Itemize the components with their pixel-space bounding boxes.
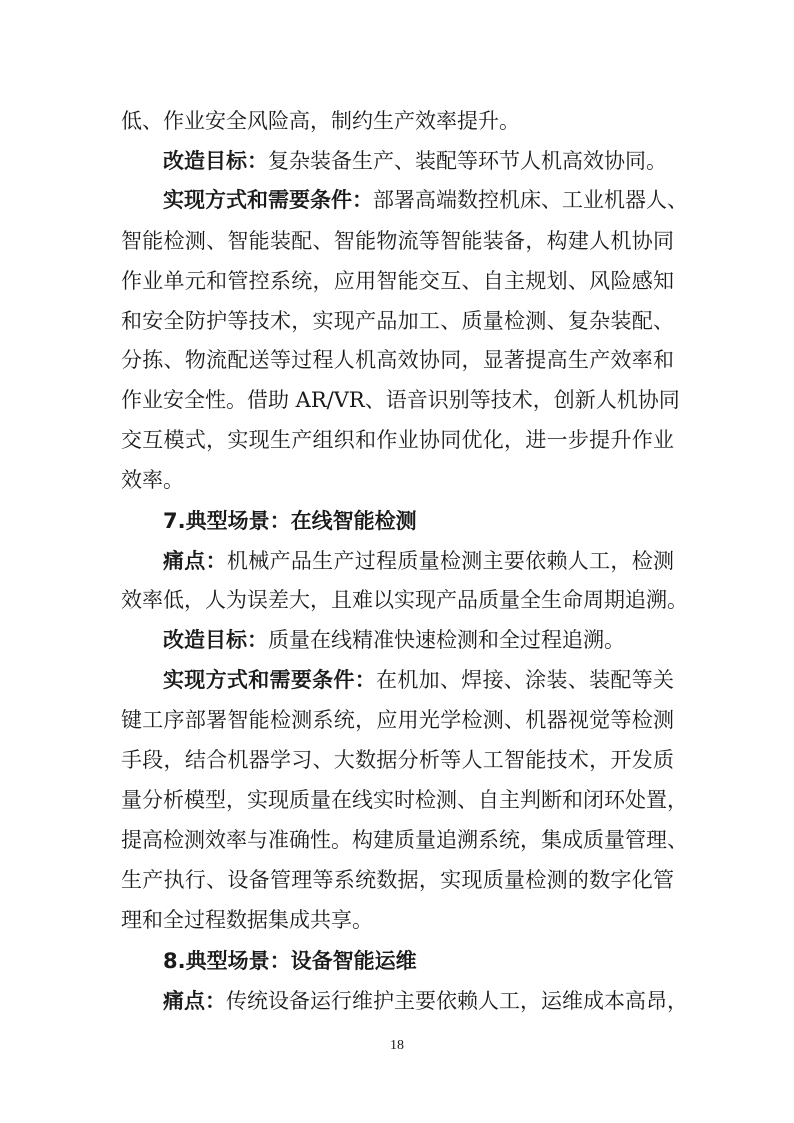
paragraph-label: 痛点： bbox=[163, 548, 227, 573]
body-line: 改造目标：质量在线精准快速检测和全过程追溯。 bbox=[163, 627, 625, 652]
body-line: 实现方式和需要条件：部署高端数控机床、工业机器人、 bbox=[163, 187, 688, 212]
page-number: 18 bbox=[390, 1038, 404, 1053]
section-heading: 8.典型场景：设备智能运维 bbox=[163, 949, 417, 973]
paragraph-label: 改造目标： bbox=[163, 148, 268, 173]
body-line: 改造目标：复杂装备生产、装配等环节人机高效协同。 bbox=[163, 148, 667, 173]
body-line: 智能检测、智能装配、智能物流等智能装备，构建人机协同 bbox=[121, 229, 674, 253]
body-line: 理和全过程数据集成共享。 bbox=[121, 908, 373, 932]
paragraph-label: 痛点： bbox=[163, 988, 226, 1013]
body-line: 作业单元和管控系统，应用智能交互、自主规划、风险感知 bbox=[121, 269, 674, 293]
body-line: 键工序部署智能检测系统，应用光学检测、机器视觉等检测 bbox=[121, 708, 674, 732]
body-line: 痛点：机械产品生产过程质量检测主要依赖人工，检测 bbox=[163, 548, 675, 573]
paragraph-label: 实现方式和需要条件： bbox=[163, 187, 373, 212]
body-line: 手段，结合机器学习、大数据分析等人工智能技术，开发质 bbox=[121, 748, 674, 772]
body-line: 提高检测效率与准确性。构建质量追溯系统，集成质量管理、 bbox=[121, 828, 688, 852]
body-line: 效率低，人为误差大，且难以实现产品质量全生命周期追溯。 bbox=[121, 588, 688, 612]
paragraph-label: 改造目标： bbox=[163, 627, 268, 652]
paragraph-label: 实现方式和需要条件： bbox=[163, 667, 377, 692]
body-line: 实现方式和需要条件：在机加、焊接、涂装、装配等关 bbox=[163, 667, 675, 692]
body-line: 分拣、物流配送等过程人机高效协同，显著提高生产效率和 bbox=[121, 348, 674, 372]
body-line: 生产执行、设备管理等系统数据，实现质量检测的数字化管 bbox=[121, 868, 674, 892]
body-line: 量分析模型，实现质量在线实时检测、自主判断和闭环处置， bbox=[121, 788, 688, 812]
body-line: 交互模式，实现生产组织和作业协同优化，进一步提升作业 bbox=[121, 428, 674, 452]
body-line: 效率。 bbox=[121, 468, 184, 492]
body-line: 和安全防护等技术，实现产品加工、质量检测、复杂装配、 bbox=[121, 309, 674, 333]
section-heading: 7.典型场景：在线智能检测 bbox=[163, 509, 417, 533]
body-line: 作业安全性。借助 AR/VR、语音识别等技术，创新人机协同 bbox=[121, 388, 680, 412]
body-line: 低、作业安全风险高，制约生产效率提升。 bbox=[121, 109, 520, 133]
body-line: 痛点：传统设备运行维护主要依赖人工，运维成本高昂， bbox=[163, 988, 688, 1013]
